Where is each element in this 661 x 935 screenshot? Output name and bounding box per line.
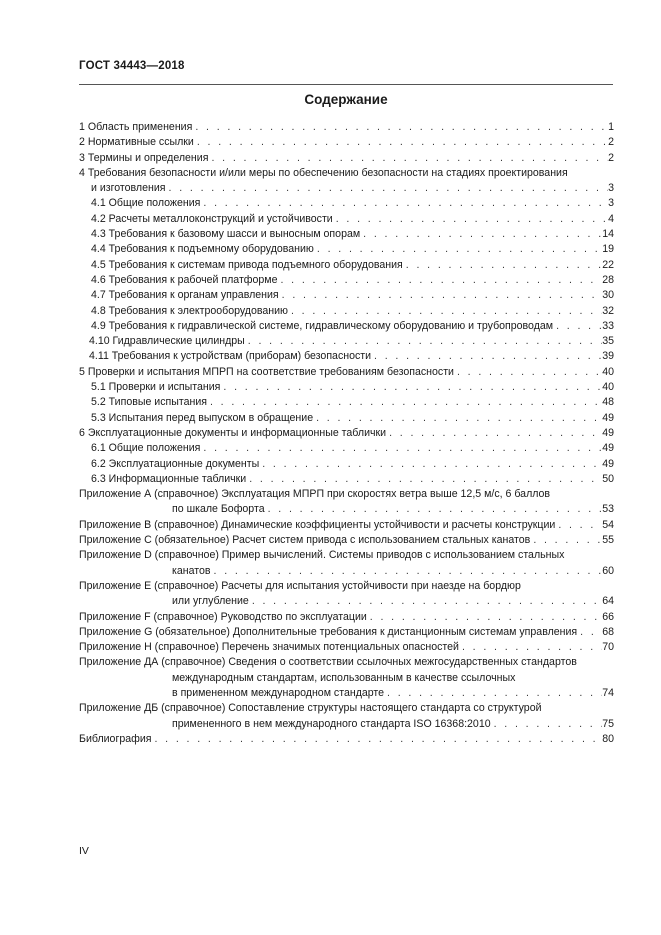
toc-entry-6[interactable]	[79, 426, 614, 441]
toc-entry-text: 6.1 Общие положения	[91, 442, 201, 455]
dot-leader	[494, 717, 603, 732]
toc-entry-3[interactable]	[79, 151, 614, 166]
toc-entry-text: канатов	[172, 564, 211, 577]
toc-page-number: 49	[602, 426, 614, 439]
toc-entry-2[interactable]	[79, 135, 614, 150]
toc-entry-text: Приложение D (справочное) Пример вычислений. Системы приводов с использованием стальных	[79, 549, 565, 562]
toc-entry-text: Приложение F (справочное) Руководство по эксплуатации	[79, 610, 367, 623]
toc-entry-text: 4.11 Требования к устройствам (приборам) безопасности	[89, 350, 372, 363]
toc-appendix-a[interactable]	[79, 487, 614, 518]
toc-entry-text: Приложение ДБ (справочное) Сопоставление структуры настоящего стандарта со структурой	[79, 702, 542, 715]
toc-entry-text: 4.5 Требования к системам привода подъемного оборудования	[91, 258, 403, 271]
toc-entry-4-8[interactable]	[79, 304, 614, 319]
toc-entry-text: 5.3 Испытания перед выпуском в обращение	[91, 411, 314, 424]
toc-page-number: 28	[602, 273, 614, 286]
toc-page-number: 32	[602, 304, 614, 317]
dot-leader	[210, 395, 602, 410]
toc-entry-text: 4.9 Требования к гидравлической системе, гидравлическому оборудованию и трубопроводам	[91, 319, 554, 332]
toc-entry-text: 6 Эксплуатационные документы и информационные таблички	[79, 426, 387, 439]
toc-entry-text: 1 Область применения	[79, 121, 193, 133]
dot-leader	[214, 564, 603, 579]
toc-page-number: 4	[608, 212, 614, 225]
toc-entry-text: примененного в нем международного стандарта ISO 16368:2010	[172, 717, 491, 730]
toc-page-number: 2	[608, 136, 614, 149]
toc-page-number: 35	[602, 335, 614, 348]
dot-leader	[457, 365, 602, 380]
toc-appendix-g[interactable]	[79, 625, 614, 640]
dot-leader	[370, 610, 602, 625]
dot-leader	[336, 212, 608, 227]
toc-entry-text: 4.3 Требования к базовому шасси и выносным опорам	[91, 228, 361, 241]
toc-entry-5-1[interactable]	[79, 380, 614, 395]
toc-appendix-b[interactable]	[79, 518, 614, 533]
dot-leader	[280, 273, 602, 288]
toc-entry-4-6[interactable]	[79, 273, 614, 288]
toc-page-number: 49	[602, 411, 614, 424]
toc-entry-text: 4.1 Общие положения	[91, 197, 201, 210]
toc-appendix-db[interactable]	[79, 701, 614, 732]
dot-leader	[387, 686, 602, 701]
dot-leader	[249, 472, 602, 487]
toc-page-number: 70	[602, 641, 614, 654]
toc-page-number: 74	[602, 686, 614, 699]
toc-entry-text: Приложение С (обязательное) Расчет систем привода с использованием стальных канатов	[79, 534, 531, 547]
header-divider	[79, 84, 613, 85]
dot-leader	[580, 625, 602, 640]
toc-page-number: 3	[608, 182, 614, 195]
toc-entry-4-4[interactable]	[79, 242, 614, 257]
toc-entry-text: 5 Проверки и испытания МПРП на соответствие требованиям безопасности	[79, 365, 454, 378]
dot-leader	[268, 502, 603, 517]
dot-leader	[262, 457, 602, 472]
dot-leader	[203, 196, 608, 211]
toc-entry-text: 4.4 Требования к подъемному оборудованию	[91, 243, 314, 256]
toc-entry-4-7[interactable]	[79, 288, 614, 303]
toc-page-number: 1	[608, 121, 614, 133]
toc-entry-text: Приложение В (справочное) Динамические коэффициенты устойчивости и расчеты конструкции	[79, 518, 556, 531]
toc-page-number: 48	[602, 396, 614, 409]
toc-entry-text: 4.7 Требования к органам управления	[91, 289, 279, 302]
toc-entry-text: Приложение ДА (справочное) Сведения о соответствии ссылочных межгосударственных стандартов	[79, 656, 577, 669]
toc-page-number: 64	[602, 595, 614, 608]
toc-entry-4-5[interactable]	[79, 258, 614, 273]
toc-entry-4[interactable]	[79, 166, 614, 197]
dot-leader	[197, 135, 608, 150]
toc-appendix-e[interactable]	[79, 579, 614, 610]
dot-leader	[169, 181, 609, 196]
toc-page-number: 60	[602, 564, 614, 577]
dot-leader	[462, 640, 602, 655]
toc-page-number: 68	[602, 625, 614, 638]
toc-page-number: 22	[602, 258, 614, 271]
toc-page-number: 49	[602, 457, 614, 470]
toc-entry-text: 2 Нормативные ссылки	[79, 136, 194, 149]
toc-entry-6-2[interactable]	[79, 457, 614, 472]
toc-page-number: 40	[602, 365, 614, 378]
toc-entry-text: по шкале Бофорта	[172, 503, 265, 516]
toc-entry-text: в примененном международном стандарте	[172, 686, 385, 699]
toc-page-number: 39	[602, 350, 614, 363]
toc-entry-6-1[interactable]	[79, 441, 614, 456]
toc-entry-text: 4.2 Расчеты металлоконструкций и устойчивости	[91, 212, 333, 225]
toc-page-number: 2	[608, 151, 614, 164]
standard-number: ГОСТ 34443—2018	[79, 60, 185, 72]
toc-entry-text: 4 Требования безопасности и/или меры по обеспечению безопасности на стадиях проектирования	[79, 166, 568, 179]
dot-leader	[291, 304, 602, 319]
toc-entry-4-10[interactable]	[79, 334, 614, 349]
dot-leader	[558, 518, 602, 533]
toc-appendix-f[interactable]	[79, 610, 614, 625]
toc-page-number: 80	[602, 732, 614, 745]
toc-appendix-d[interactable]	[79, 548, 614, 579]
toc-appendix-h[interactable]	[79, 640, 614, 655]
toc-entry-5-2[interactable]	[79, 395, 614, 410]
toc-entry-4-11[interactable]	[79, 349, 614, 364]
toc-entry-text: и изготовления	[91, 182, 166, 195]
toc-entry-text: 4.8 Требования к электрооборудованию	[91, 304, 288, 317]
toc-bibliography[interactable]	[79, 732, 614, 747]
toc-page-number: 54	[602, 518, 614, 531]
toc-entry-text: Приложение G (обязательное) Дополнительные требования к дистанционным системам управления	[79, 625, 578, 638]
toc-entry-text: Приложение Н (справочное) Перечень значимых потенциальных опасностей	[79, 641, 459, 654]
toc-entry-5-3[interactable]	[79, 411, 614, 426]
toc-page-number: 53	[602, 503, 614, 516]
table-of-contents	[79, 120, 614, 747]
toc-entry-text: Приложение Е (справочное) Расчеты для испытания устойчивости при наезде на бордюр	[79, 579, 521, 592]
toc-page-number: 3	[608, 197, 614, 210]
toc-page-number: 30	[602, 289, 614, 302]
dot-leader	[317, 242, 602, 257]
toc-entry-text: 5.1 Проверки и испытания	[91, 381, 221, 394]
toc-page-number: 66	[602, 610, 614, 623]
toc-entry-text: 4.6 Требования к рабочей платформе	[91, 273, 278, 286]
toc-entry-text: 3 Термины и определения	[79, 151, 209, 164]
toc-page-number: 14	[602, 228, 614, 241]
dot-leader	[556, 319, 602, 334]
dot-leader	[316, 411, 602, 426]
dot-leader	[533, 533, 602, 548]
toc-entry-4-1[interactable]	[79, 196, 614, 211]
toc-entry-1[interactable]	[79, 120, 614, 135]
toc-page-number: 33	[602, 319, 614, 332]
dot-leader	[389, 426, 602, 441]
toc-entry-text: 4.10 Гидравлические цилиндры	[89, 335, 245, 348]
dot-leader	[223, 380, 602, 395]
toc-page-number: 55	[602, 534, 614, 547]
toc-entry-text: или углубление	[172, 595, 249, 608]
toc-entry-text: международным стандартам, использованным в качестве ссылочных	[172, 671, 516, 684]
toc-appendix-da[interactable]	[79, 655, 614, 701]
dot-leader	[282, 288, 603, 303]
dot-leader	[374, 349, 602, 364]
dot-leader	[406, 258, 602, 273]
dot-leader	[195, 120, 608, 135]
dot-leader	[363, 227, 602, 242]
toc-entry-4-3[interactable]	[79, 227, 614, 242]
toc-entry-text: 6.2 Эксплуатационные документы	[91, 457, 260, 470]
toc-entry-text: 6.3 Информационные таблички	[91, 472, 247, 485]
dot-leader	[154, 732, 602, 747]
page-number: IV	[79, 845, 89, 857]
toc-entry-6-3[interactable]	[79, 472, 614, 487]
page-title: Содержание	[304, 92, 388, 107]
toc-page-number: 50	[602, 472, 614, 485]
dot-leader	[211, 151, 608, 166]
toc-page-number: 19	[602, 243, 614, 256]
toc-entry-4-9[interactable]	[79, 319, 614, 334]
toc-entry-text: Приложение А (справочное) Эксплуатация МПРП при скоростях ветра выше 12,5 м/с, 6 баллов	[79, 488, 551, 501]
toc-page-number: 49	[602, 442, 614, 455]
dot-leader	[252, 594, 602, 609]
toc-appendix-c[interactable]	[79, 533, 614, 548]
dot-leader	[203, 441, 602, 456]
toc-entry-5[interactable]	[79, 365, 614, 380]
dot-leader	[248, 334, 602, 349]
toc-entry-text: 5.2 Типовые испытания	[91, 396, 207, 409]
toc-entry-text: Библиография	[79, 732, 152, 745]
toc-entry-4-2[interactable]	[79, 212, 614, 227]
toc-page-number: 40	[602, 381, 614, 394]
toc-page-number: 75	[602, 717, 614, 730]
